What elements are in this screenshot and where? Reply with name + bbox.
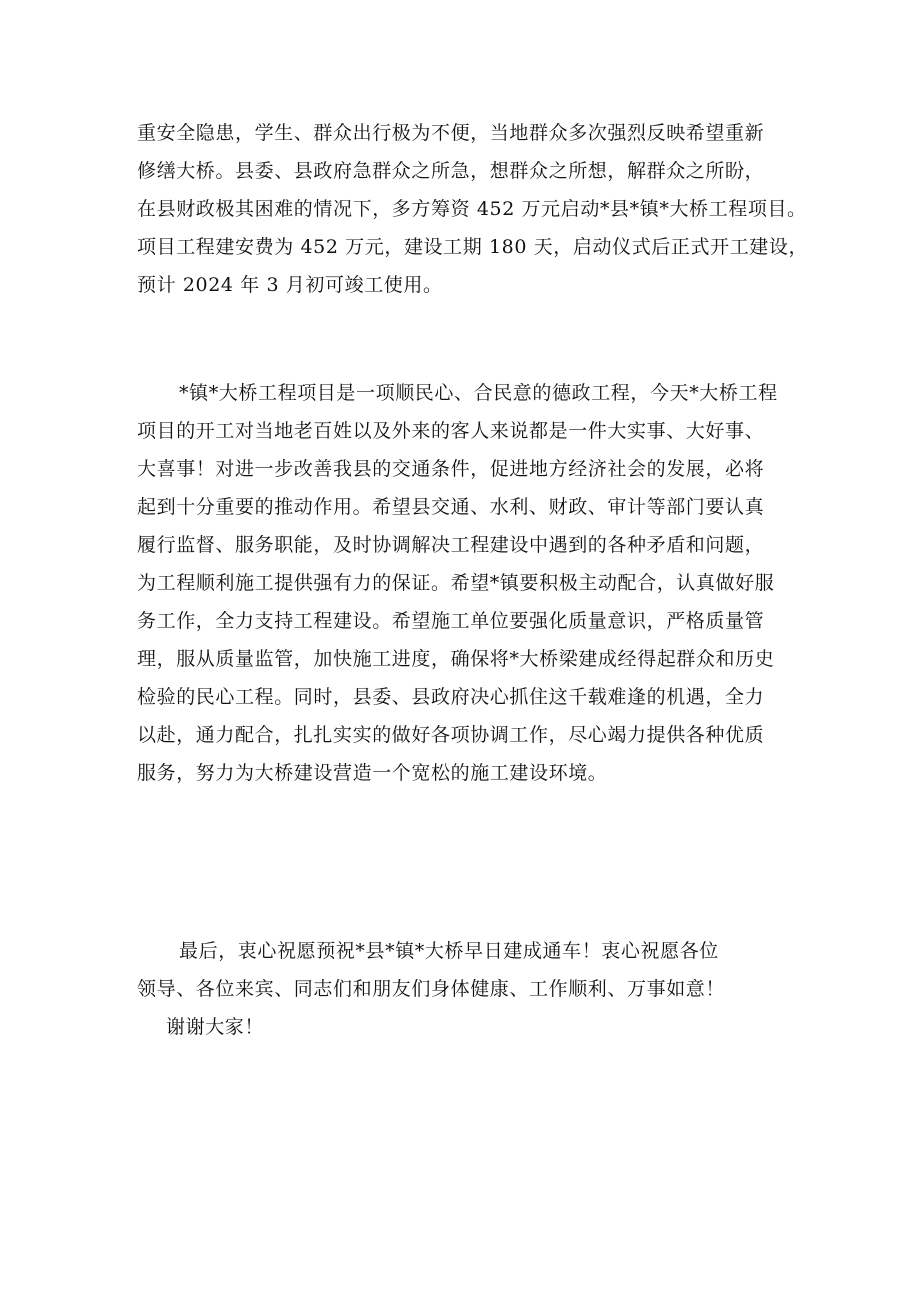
paragraph-1-line-3: 在县财政极其困难的情况下，多方筹资 452 万元启动*县*镇*大桥工程项目。	[137, 198, 807, 220]
paragraph-1-line-1: 重安全隐患，学生、群众出行极为不便，当地群众多次强烈反映希望重新	[137, 122, 765, 144]
paragraph-2-line-2: 项目的开工对当地老百姓以及外来的客人来说都是一件大实事、大好事、	[137, 420, 765, 442]
paragraph-2-line-1: *镇*大桥工程项目是一项顺民心、合民意的德政工程，今天*大桥工程	[179, 382, 778, 404]
paragraph-1-line-5: 预计 2024 年 3 月初可竣工使用。	[137, 274, 443, 296]
paragraph-2-line-9: 检验的民心工程。同时，县委、县政府决心抓住这千载难逢的机遇，全力	[137, 686, 765, 708]
paragraph-2-line-7: 务工作，全力支持工程建设。希望施工单位要强化质量意识，严格质量管	[137, 610, 765, 632]
paragraph-1-line-4: 项目工程建安费为 452 万元，建设工期 180 天，启动仪式后正式开工建设，	[137, 236, 809, 258]
paragraph-2-line-4: 起到十分重要的推动作用。希望县交通、水利、财政、审计等部门要认真	[137, 496, 765, 518]
paragraph-2-line-6: 为工程顺利施工提供强有力的保证。希望*镇要积极主动配合，认真做好服	[137, 572, 775, 594]
closing-thanks: 谢谢大家！	[166, 1016, 265, 1038]
paragraph-3-line-2: 领导、各位来宾、同志们和朋友们身体健康、工作顺利、万事如意！	[137, 978, 726, 1000]
paragraph-2-line-10: 以赴，通力配合，扎扎实实的做好各项协调工作，尽心竭力提供各种优质	[137, 724, 765, 746]
paragraph-2-line-8: 理，服从质量监管，加快施工进度，确保将*大桥梁建成经得起群众和历史	[137, 648, 775, 670]
paragraph-2-line-3: 大喜事！对进一步改善我县的交通条件，促进地方经济社会的发展，必将	[137, 458, 765, 480]
paragraph-2-line-5: 履行监督、服务职能，及时协调解决工程建设中遇到的各种矛盾和问题，	[137, 534, 765, 556]
paragraph-1-line-2: 修缮大桥。县委、县政府急群众之所急，想群众之所想，解群众之所盼，	[137, 160, 765, 182]
paragraph-2-line-11: 服务，努力为大桥建设营造一个宽松的施工建设环境。	[137, 762, 608, 784]
paragraph-3-line-1: 最后，衷心祝愿预祝*县*镇*大桥早日建成通车！衷心祝愿各位	[179, 940, 719, 962]
